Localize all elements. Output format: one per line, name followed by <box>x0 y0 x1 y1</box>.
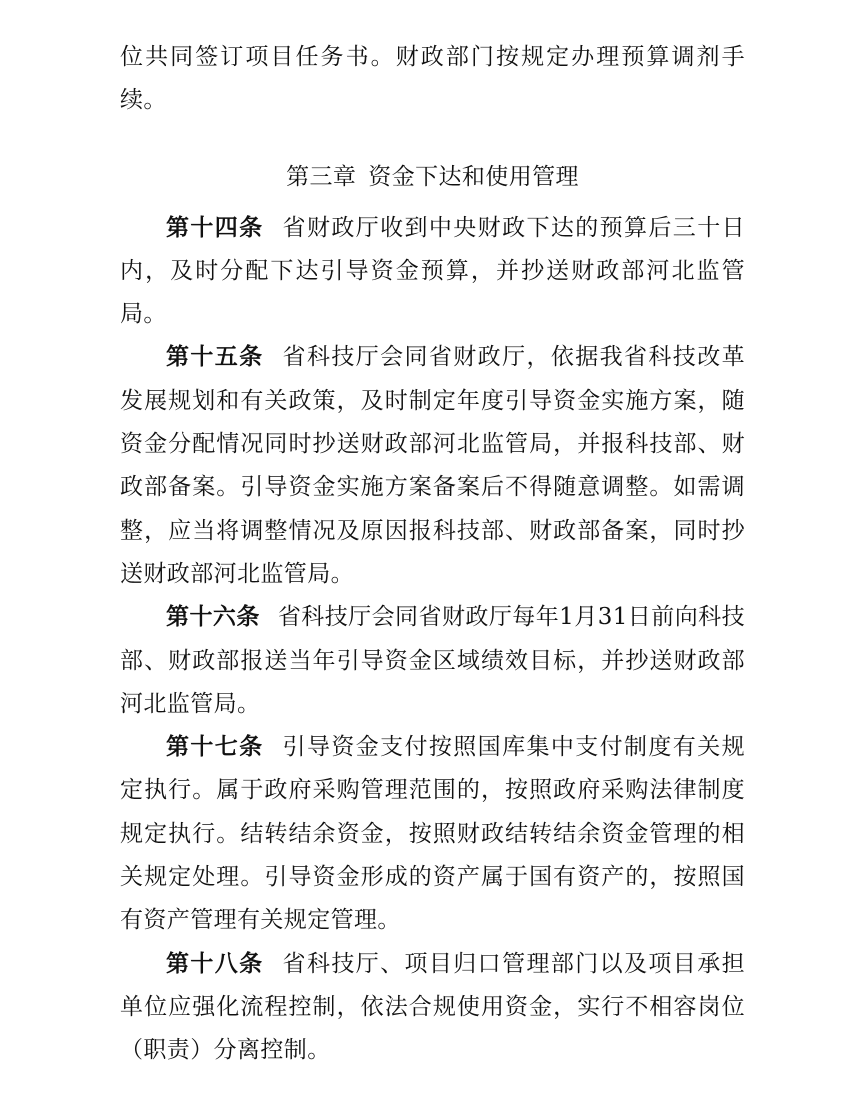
chapter-title: 资金下达和使用管理 <box>368 163 579 190</box>
document-page <box>120 36 745 1073</box>
article-text: 引导资金支付按照国库集中支付制度有关规定执行。属于政府采购管理范围的，按照政府采购法律制度规定执行。结转结余资金，按照财政结转结余资金管理的相关规定处理。引导资金形成的资产属于国有资产的，按照国有资产管理有关规定管理。 <box>120 734 745 934</box>
article-15 <box>120 336 745 596</box>
article-text: 省科技厅会同省财政厅，依据我省科技改革发展规划和有关政策，及时制定年度引导资金实施方案，随资金分配情况同时抄送财政部河北监管局，并报科技部、财政部备案。引导资金实施方案备案后不得随意调整。如需调整，应当将调整情况及原因报科技部、财政部备案，同时抄送财政部河北监管局。 <box>120 344 745 587</box>
article-text: 省科技厅会同省财政厅每年1月31日前向科技部、财政部报送当年引导资金区域绩效目标，并抄送财政部河北监管局。 <box>120 604 745 717</box>
article-label: 第十四条 <box>166 214 264 241</box>
article-17 <box>120 726 745 942</box>
article-16 <box>120 596 745 726</box>
article-label: 第十七条 <box>166 734 264 761</box>
article-label: 第十六条 <box>166 604 260 631</box>
article-text: 省财政厅收到中央财政下达的预算后三十日内，及时分配下达引导资金预算，并抄送财政部河北监管局。 <box>120 214 745 328</box>
article-label: 第十五条 <box>166 344 264 371</box>
intro-paragraph: 位共同签订项目任务书。财政部门按规定办理预算调剂手续。 <box>120 44 745 114</box>
chapter-heading <box>120 157 745 197</box>
article-14 <box>120 207 745 337</box>
chapter-number: 第三章 <box>286 163 357 190</box>
article-18 <box>120 943 745 1073</box>
article-label: 第十八条 <box>166 950 264 977</box>
article-text: 省科技厅、项目归口管理部门以及项目承担单位应强化流程控制，依法合规使用资金，实行不相容岗位（职责）分离控制。 <box>120 950 745 1064</box>
